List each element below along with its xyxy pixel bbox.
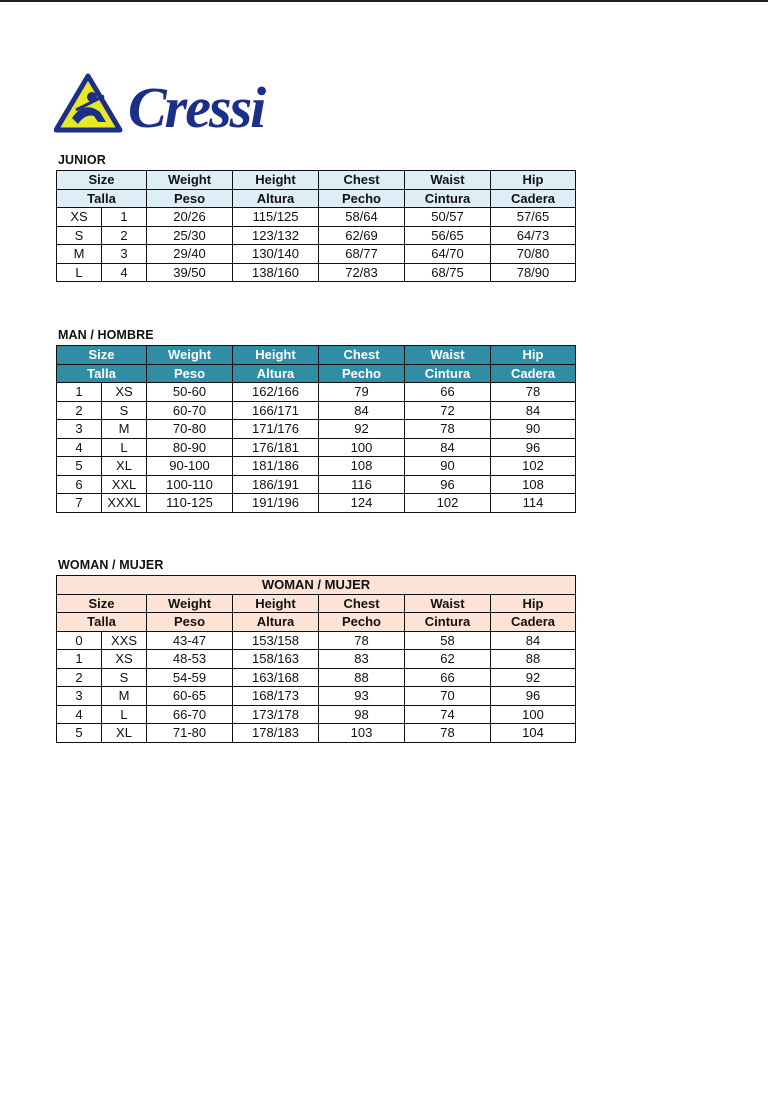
table-cell: 6 [57, 475, 102, 494]
table-cell: 68/77 [319, 245, 405, 264]
table-cell: 70 [405, 687, 491, 706]
woman-size-table [56, 575, 576, 743]
table-cell: 123/132 [233, 226, 319, 245]
table-cell: 20/26 [147, 208, 233, 227]
table-row [57, 208, 576, 227]
table-cell: 108 [491, 475, 576, 494]
table-cell: 58/64 [319, 208, 405, 227]
top-rule [0, 0, 768, 2]
table-row [57, 705, 576, 724]
table-row [57, 650, 576, 669]
junior-size-table [56, 170, 576, 282]
table-cell: 163/168 [233, 668, 319, 687]
column-header: Cintura [405, 613, 491, 632]
table-cell: 64/73 [491, 226, 576, 245]
table-row [57, 245, 576, 264]
table-cell: 153/158 [233, 631, 319, 650]
table-cell: 3 [57, 420, 102, 439]
section-title-woman: WOMAN / MUJER [58, 558, 164, 572]
column-header: Peso [147, 613, 233, 632]
header-row [57, 346, 576, 365]
table-cell: 93 [319, 687, 405, 706]
column-header: Size [57, 346, 147, 365]
column-header: Height [233, 171, 319, 190]
table-cell: 115/125 [233, 208, 319, 227]
table-cell: 103 [319, 724, 405, 743]
table-cell: 57/65 [491, 208, 576, 227]
table-cell: 92 [491, 668, 576, 687]
table-cell: 39/50 [147, 263, 233, 282]
table-cell: 62/69 [319, 226, 405, 245]
table-cell: 92 [319, 420, 405, 439]
table-cell: 100 [319, 438, 405, 457]
column-header: Hip [491, 171, 576, 190]
table-cell: 4 [57, 438, 102, 457]
table-cell: 84 [491, 401, 576, 420]
column-header: Height [233, 346, 319, 365]
table-row [57, 475, 576, 494]
table-row [57, 494, 576, 513]
table-cell: 83 [319, 650, 405, 669]
table-cell: L [102, 438, 147, 457]
table-cell: 88 [319, 668, 405, 687]
logo-wordmark: Cressi [128, 75, 265, 134]
column-header: Cadera [491, 189, 576, 208]
table-cell: 100-110 [147, 475, 233, 494]
table-cell: 78 [405, 724, 491, 743]
table-row [57, 383, 576, 402]
table-cell: 72/83 [319, 263, 405, 282]
table-cell: 1 [57, 650, 102, 669]
column-header: Chest [319, 346, 405, 365]
table-cell: S [57, 226, 102, 245]
column-header: Altura [233, 189, 319, 208]
table-cell: 124 [319, 494, 405, 513]
table-cell: 78 [491, 383, 576, 402]
column-header: Hip [491, 346, 576, 365]
table-cell: 84 [491, 631, 576, 650]
column-header: Chest [319, 594, 405, 613]
table-cell: 48-53 [147, 650, 233, 669]
column-header: Talla [57, 364, 147, 383]
table-cell: 191/196 [233, 494, 319, 513]
table-cell: 78 [405, 420, 491, 439]
column-header: Height [233, 594, 319, 613]
column-header: Peso [147, 189, 233, 208]
section-title-man: MAN / HOMBRE [58, 328, 154, 342]
table-row [57, 420, 576, 439]
table-cell: 96 [491, 438, 576, 457]
table-cell: M [102, 420, 147, 439]
table-cell: 70-80 [147, 420, 233, 439]
table-cell: 186/191 [233, 475, 319, 494]
man-size-table [56, 345, 576, 513]
table-cell: 98 [319, 705, 405, 724]
table-cell: 3 [102, 245, 147, 264]
column-header: Waist [405, 346, 491, 365]
table-row [57, 724, 576, 743]
table-cell: 90 [405, 457, 491, 476]
table-cell: 29/40 [147, 245, 233, 264]
column-header: Weight [147, 171, 233, 190]
table-cell: 66-70 [147, 705, 233, 724]
header-row [57, 364, 576, 383]
column-header: Waist [405, 171, 491, 190]
table-cell: 2 [57, 668, 102, 687]
table-cell: 173/178 [233, 705, 319, 724]
table-cell: S [102, 401, 147, 420]
table-cell: 114 [491, 494, 576, 513]
table-row [57, 226, 576, 245]
table-cell: 66 [405, 668, 491, 687]
table-cell: XL [102, 724, 147, 743]
table-row [57, 631, 576, 650]
table-cell: 104 [491, 724, 576, 743]
column-header: Chest [319, 171, 405, 190]
table-cell: 102 [405, 494, 491, 513]
column-header: Pecho [319, 364, 405, 383]
column-header: Altura [233, 364, 319, 383]
table-cell: 130/140 [233, 245, 319, 264]
column-header: Pecho [319, 189, 405, 208]
table-cell: 2 [57, 401, 102, 420]
table-cell: 74 [405, 705, 491, 724]
header-row [57, 613, 576, 632]
table-cell: 78 [319, 631, 405, 650]
table-cell: 68/75 [405, 263, 491, 282]
table-cell: 84 [319, 401, 405, 420]
table-cell: 71-80 [147, 724, 233, 743]
column-header: Cintura [405, 189, 491, 208]
table-cell: 166/171 [233, 401, 319, 420]
column-header: Cadera [491, 364, 576, 383]
table-cell: 1 [57, 383, 102, 402]
column-header: Size [57, 171, 147, 190]
table-cell: 162/166 [233, 383, 319, 402]
table-cell: 171/176 [233, 420, 319, 439]
table-cell: 56/65 [405, 226, 491, 245]
header-row [57, 189, 576, 208]
table-cell: 66 [405, 383, 491, 402]
table-cell: 7 [57, 494, 102, 513]
table-row [57, 401, 576, 420]
table-cell: XXS [102, 631, 147, 650]
table-cell: 25/30 [147, 226, 233, 245]
table-cell: XS [57, 208, 102, 227]
table-cell: 158/163 [233, 650, 319, 669]
table-cell: 43-47 [147, 631, 233, 650]
table-cell: 100 [491, 705, 576, 724]
header-row [57, 594, 576, 613]
table-cell: 88 [491, 650, 576, 669]
column-header: Size [57, 594, 147, 613]
table-caption: WOMAN / MUJER [57, 576, 576, 595]
table-cell: 70/80 [491, 245, 576, 264]
table-cell: 181/186 [233, 457, 319, 476]
table-cell: 80-90 [147, 438, 233, 457]
table-row [57, 687, 576, 706]
table-cell: 178/183 [233, 724, 319, 743]
table-cell: 96 [491, 687, 576, 706]
table-cell: 110-125 [147, 494, 233, 513]
table-cell: 3 [57, 687, 102, 706]
table-cell: 62 [405, 650, 491, 669]
column-header: Cintura [405, 364, 491, 383]
table-cell: XS [102, 383, 147, 402]
column-header: Hip [491, 594, 576, 613]
table-cell: 60-70 [147, 401, 233, 420]
table-cell: 5 [57, 457, 102, 476]
table-caption-row [57, 576, 576, 595]
table-cell: 90 [491, 420, 576, 439]
table-cell: 79 [319, 383, 405, 402]
column-header: Talla [57, 189, 147, 208]
table-cell: XL [102, 457, 147, 476]
table-cell: S [102, 668, 147, 687]
table-cell: XXL [102, 475, 147, 494]
table-cell: 2 [102, 226, 147, 245]
table-cell: 168/173 [233, 687, 319, 706]
table-cell: 108 [319, 457, 405, 476]
table-cell: 4 [102, 263, 147, 282]
table-cell: 78/90 [491, 263, 576, 282]
table-cell: XXXL [102, 494, 147, 513]
column-header: Waist [405, 594, 491, 613]
table-cell: M [102, 687, 147, 706]
table-cell: XS [102, 650, 147, 669]
table-cell: 116 [319, 475, 405, 494]
table-cell: 176/181 [233, 438, 319, 457]
table-cell: L [102, 705, 147, 724]
column-header: Talla [57, 613, 147, 632]
cressi-logo [54, 72, 334, 134]
table-cell: 54-59 [147, 668, 233, 687]
column-header: Weight [147, 346, 233, 365]
header-row [57, 171, 576, 190]
table-cell: M [57, 245, 102, 264]
table-cell: L [57, 263, 102, 282]
column-header: Altura [233, 613, 319, 632]
table-cell: 50-60 [147, 383, 233, 402]
column-header: Weight [147, 594, 233, 613]
table-row [57, 457, 576, 476]
table-row [57, 438, 576, 457]
table-cell: 96 [405, 475, 491, 494]
table-row [57, 668, 576, 687]
table-cell: 0 [57, 631, 102, 650]
table-cell: 84 [405, 438, 491, 457]
table-cell: 102 [491, 457, 576, 476]
table-cell: 4 [57, 705, 102, 724]
table-cell: 64/70 [405, 245, 491, 264]
table-cell: 90-100 [147, 457, 233, 476]
table-row [57, 263, 576, 282]
column-header: Cadera [491, 613, 576, 632]
section-title-junior: JUNIOR [58, 153, 106, 167]
table-cell: 60-65 [147, 687, 233, 706]
table-cell: 1 [102, 208, 147, 227]
table-cell: 58 [405, 631, 491, 650]
column-header: Peso [147, 364, 233, 383]
table-cell: 138/160 [233, 263, 319, 282]
column-header: Pecho [319, 613, 405, 632]
table-cell: 50/57 [405, 208, 491, 227]
table-cell: 5 [57, 724, 102, 743]
table-cell: 72 [405, 401, 491, 420]
